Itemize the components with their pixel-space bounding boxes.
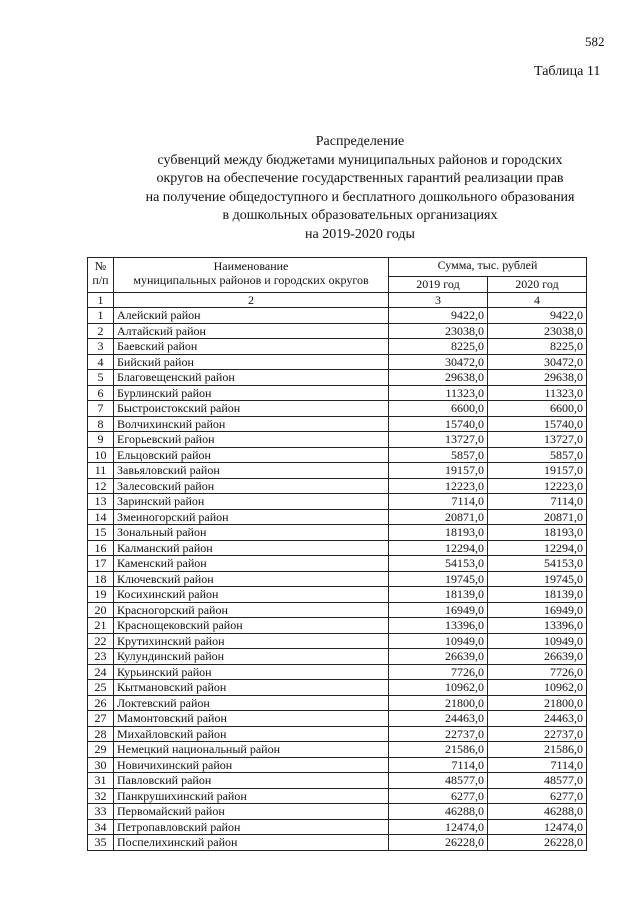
amount-2019: 15740,0 xyxy=(389,416,488,432)
title-line: на получение общедоступного и бесплатного дошкольного образования xyxy=(145,189,575,205)
table-row xyxy=(88,494,587,510)
amount-2020: 30472,0 xyxy=(488,354,587,370)
amount-2019: 54153,0 xyxy=(389,556,488,572)
col-number-1: 1 xyxy=(88,292,114,308)
amount-2020: 22737,0 xyxy=(488,726,587,742)
table-row xyxy=(88,401,587,417)
subsidy-table xyxy=(87,257,587,851)
amount-2019: 7114,0 xyxy=(389,757,488,773)
district-name: Быстроистокский район xyxy=(114,401,389,417)
table-row xyxy=(88,370,587,386)
amount-2020: 21800,0 xyxy=(488,695,587,711)
district-name: Кытмановский район xyxy=(114,680,389,696)
amount-2020: 19745,0 xyxy=(488,571,587,587)
table-row xyxy=(88,742,587,758)
table-row xyxy=(88,711,587,727)
table-row xyxy=(88,695,587,711)
amount-2020: 54153,0 xyxy=(488,556,587,572)
table-label: Таблица 11 xyxy=(534,64,601,79)
title-line: округов на обеспечение государственных гарантий реализации прав xyxy=(156,171,564,186)
header-number xyxy=(88,258,114,293)
district-name: Курьинский район xyxy=(114,664,389,680)
amount-2020: 48577,0 xyxy=(488,773,587,789)
amount-2019: 7726,0 xyxy=(389,664,488,680)
title-line: в дошкольных образовательных организациях xyxy=(222,208,498,223)
amount-2019: 5857,0 xyxy=(389,447,488,463)
row-number: 35 xyxy=(88,835,114,851)
amount-2019: 6277,0 xyxy=(389,788,488,804)
table-row xyxy=(88,416,587,432)
header-sum: Сумма, тыс. рублей xyxy=(389,258,587,277)
district-name: Калманский район xyxy=(114,540,389,556)
table-row xyxy=(88,602,587,618)
amount-2020: 11323,0 xyxy=(488,385,587,401)
district-name: Заринский район xyxy=(114,494,389,510)
table-row xyxy=(88,587,587,603)
amount-2020: 7114,0 xyxy=(488,757,587,773)
table-row xyxy=(88,804,587,820)
table-row xyxy=(88,339,587,355)
amount-2020: 10949,0 xyxy=(488,633,587,649)
row-number: 7 xyxy=(88,401,114,417)
title-line: Распределение xyxy=(315,134,405,149)
row-number: 34 xyxy=(88,819,114,835)
district-name: Каменский район xyxy=(114,556,389,572)
row-number: 8 xyxy=(88,416,114,432)
amount-2020: 21586,0 xyxy=(488,742,587,758)
district-name: Алтайский район xyxy=(114,323,389,339)
district-name: Краснощековский район xyxy=(114,618,389,634)
row-number: 28 xyxy=(88,726,114,742)
row-number: 24 xyxy=(88,664,114,680)
amount-2019: 11323,0 xyxy=(389,385,488,401)
row-number: 22 xyxy=(88,633,114,649)
amount-2020: 12223,0 xyxy=(488,478,587,494)
header-name-line1: Наименование xyxy=(213,259,289,273)
row-number: 10 xyxy=(88,447,114,463)
table-row xyxy=(88,323,587,339)
amount-2019: 9422,0 xyxy=(389,308,488,324)
row-number: 20 xyxy=(88,602,114,618)
district-name: Волчихинский район xyxy=(114,416,389,432)
amount-2019: 6600,0 xyxy=(389,401,488,417)
row-number: 12 xyxy=(88,478,114,494)
amount-2020: 19157,0 xyxy=(488,463,587,479)
district-name: Благовещенский район xyxy=(114,370,389,386)
amount-2019: 21800,0 xyxy=(389,695,488,711)
table-row xyxy=(88,540,587,556)
amount-2019: 13727,0 xyxy=(389,432,488,448)
district-name: Первомайский район xyxy=(114,804,389,820)
table-row xyxy=(88,788,587,804)
district-name: Бийский район xyxy=(114,354,389,370)
district-name: Кулундинский район xyxy=(114,649,389,665)
amount-2020: 46288,0 xyxy=(488,804,587,820)
table-row xyxy=(88,835,587,851)
col-number-4: 4 xyxy=(488,292,587,308)
title-line: на 2019-2020 годы xyxy=(305,226,415,242)
table-row xyxy=(88,664,587,680)
table-row xyxy=(88,525,587,541)
amount-2020: 18193,0 xyxy=(488,525,587,541)
table-row xyxy=(88,773,587,789)
row-number: 11 xyxy=(88,463,114,479)
district-name: Залесовский район xyxy=(114,478,389,494)
row-number: 19 xyxy=(88,587,114,603)
district-name: Егорьевский район xyxy=(114,432,389,448)
amount-2020: 7114,0 xyxy=(488,494,587,510)
amount-2019: 26228,0 xyxy=(389,835,488,851)
amount-2020: 15740,0 xyxy=(488,416,587,432)
amount-2019: 48577,0 xyxy=(389,773,488,789)
row-number: 16 xyxy=(88,540,114,556)
district-name: Крутихинский район xyxy=(114,633,389,649)
district-name: Змеиногорский район xyxy=(114,509,389,525)
header-row-col-numbers xyxy=(88,292,587,308)
district-name: Петропавловский район xyxy=(114,819,389,835)
row-number: 33 xyxy=(88,804,114,820)
row-number: 4 xyxy=(88,354,114,370)
amount-2019: 18193,0 xyxy=(389,525,488,541)
district-name: Немецкий национальный район xyxy=(114,742,389,758)
row-number: 31 xyxy=(88,773,114,789)
amount-2020: 26228,0 xyxy=(488,835,587,851)
row-number: 32 xyxy=(88,788,114,804)
amount-2020: 7726,0 xyxy=(488,664,587,680)
amount-2019: 19745,0 xyxy=(389,571,488,587)
district-name: Ключевский район xyxy=(114,571,389,587)
amount-2020: 13727,0 xyxy=(488,432,587,448)
amount-2019: 24463,0 xyxy=(389,711,488,727)
table-row xyxy=(88,680,587,696)
table-row xyxy=(88,618,587,634)
document-title xyxy=(60,133,640,244)
amount-2020: 23038,0 xyxy=(488,323,587,339)
title-line: субвенций между бюджетами муниципальных районов и городских xyxy=(157,152,563,168)
amount-2019: 7114,0 xyxy=(389,494,488,510)
row-number: 1 xyxy=(88,308,114,324)
amount-2019: 23038,0 xyxy=(389,323,488,339)
district-name: Бурлинский район xyxy=(114,385,389,401)
amount-2020: 12474,0 xyxy=(488,819,587,835)
amount-2019: 21586,0 xyxy=(389,742,488,758)
table-row xyxy=(88,571,587,587)
district-name: Новичихинский район xyxy=(114,757,389,773)
row-number: 23 xyxy=(88,649,114,665)
row-number: 15 xyxy=(88,525,114,541)
table-row xyxy=(88,556,587,572)
col-number-2: 2 xyxy=(114,292,389,308)
amount-2020: 20871,0 xyxy=(488,509,587,525)
amount-2020: 18139,0 xyxy=(488,587,587,603)
row-number: 2 xyxy=(88,323,114,339)
row-number: 17 xyxy=(88,556,114,572)
table-row xyxy=(88,509,587,525)
amount-2020: 5857,0 xyxy=(488,447,587,463)
row-number: 13 xyxy=(88,494,114,510)
amount-2020: 9422,0 xyxy=(488,308,587,324)
amount-2020: 6277,0 xyxy=(488,788,587,804)
district-name: Алейский район xyxy=(114,308,389,324)
district-name: Завьяловский район xyxy=(114,463,389,479)
amount-2020: 10962,0 xyxy=(488,680,587,696)
amount-2020: 26639,0 xyxy=(488,649,587,665)
district-name: Косихинский район xyxy=(114,587,389,603)
amount-2019: 26639,0 xyxy=(389,649,488,665)
amount-2019: 12294,0 xyxy=(389,540,488,556)
row-number: 3 xyxy=(88,339,114,355)
district-name: Михайловский район xyxy=(114,726,389,742)
district-name: Панкрушихинский район xyxy=(114,788,389,804)
district-name: Зональный район xyxy=(114,525,389,541)
amount-2020: 24463,0 xyxy=(488,711,587,727)
amount-2019: 12474,0 xyxy=(389,819,488,835)
amount-2020: 13396,0 xyxy=(488,618,587,634)
amount-2019: 30472,0 xyxy=(389,354,488,370)
table-row xyxy=(88,354,587,370)
amount-2019: 10962,0 xyxy=(389,680,488,696)
district-name: Красногорский район xyxy=(114,602,389,618)
amount-2019: 22737,0 xyxy=(389,726,488,742)
header-number-line1: № xyxy=(94,259,107,273)
amount-2019: 19157,0 xyxy=(389,463,488,479)
row-number: 14 xyxy=(88,509,114,525)
amount-2019: 46288,0 xyxy=(389,804,488,820)
district-name: Поспелихинский район xyxy=(114,835,389,851)
table-row xyxy=(88,649,587,665)
row-number: 9 xyxy=(88,432,114,448)
header-year-2019: 2019 год xyxy=(389,277,488,293)
row-number: 18 xyxy=(88,571,114,587)
col-number-3: 3 xyxy=(389,292,488,308)
table-row xyxy=(88,757,587,773)
table-row xyxy=(88,463,587,479)
row-number: 21 xyxy=(88,618,114,634)
amount-2019: 20871,0 xyxy=(389,509,488,525)
amount-2019: 8225,0 xyxy=(389,339,488,355)
table-row xyxy=(88,726,587,742)
amount-2020: 8225,0 xyxy=(488,339,587,355)
row-number: 30 xyxy=(88,757,114,773)
row-number: 29 xyxy=(88,742,114,758)
table-row xyxy=(88,447,587,463)
row-number: 25 xyxy=(88,680,114,696)
row-number: 27 xyxy=(88,711,114,727)
amount-2019: 18139,0 xyxy=(389,587,488,603)
amount-2020: 12294,0 xyxy=(488,540,587,556)
amount-2019: 16949,0 xyxy=(389,602,488,618)
table-row xyxy=(88,308,587,324)
header-name xyxy=(114,258,389,293)
amount-2020: 29638,0 xyxy=(488,370,587,386)
header-name-line2: муниципальных районов и городских округов xyxy=(133,273,369,287)
row-number: 5 xyxy=(88,370,114,386)
table-row xyxy=(88,385,587,401)
table-row xyxy=(88,819,587,835)
header-year-2020: 2020 год xyxy=(488,277,587,293)
row-number: 26 xyxy=(88,695,114,711)
row-number: 6 xyxy=(88,385,114,401)
district-name: Локтевский район xyxy=(114,695,389,711)
table-row xyxy=(88,432,587,448)
header-row-top xyxy=(88,258,587,277)
district-name: Павловский район xyxy=(114,773,389,789)
page-number: 582 xyxy=(585,34,605,49)
amount-2020: 16949,0 xyxy=(488,602,587,618)
amount-2020: 6600,0 xyxy=(488,401,587,417)
table-row xyxy=(88,633,587,649)
table-row xyxy=(88,478,587,494)
amount-2019: 13396,0 xyxy=(389,618,488,634)
district-name: Баевский район xyxy=(114,339,389,355)
amount-2019: 29638,0 xyxy=(389,370,488,386)
district-name: Мамонтовский район xyxy=(114,711,389,727)
amount-2019: 10949,0 xyxy=(389,633,488,649)
amount-2019: 12223,0 xyxy=(389,478,488,494)
district-name: Ельцовский район xyxy=(114,447,389,463)
header-number-line2: п/п xyxy=(92,273,109,287)
